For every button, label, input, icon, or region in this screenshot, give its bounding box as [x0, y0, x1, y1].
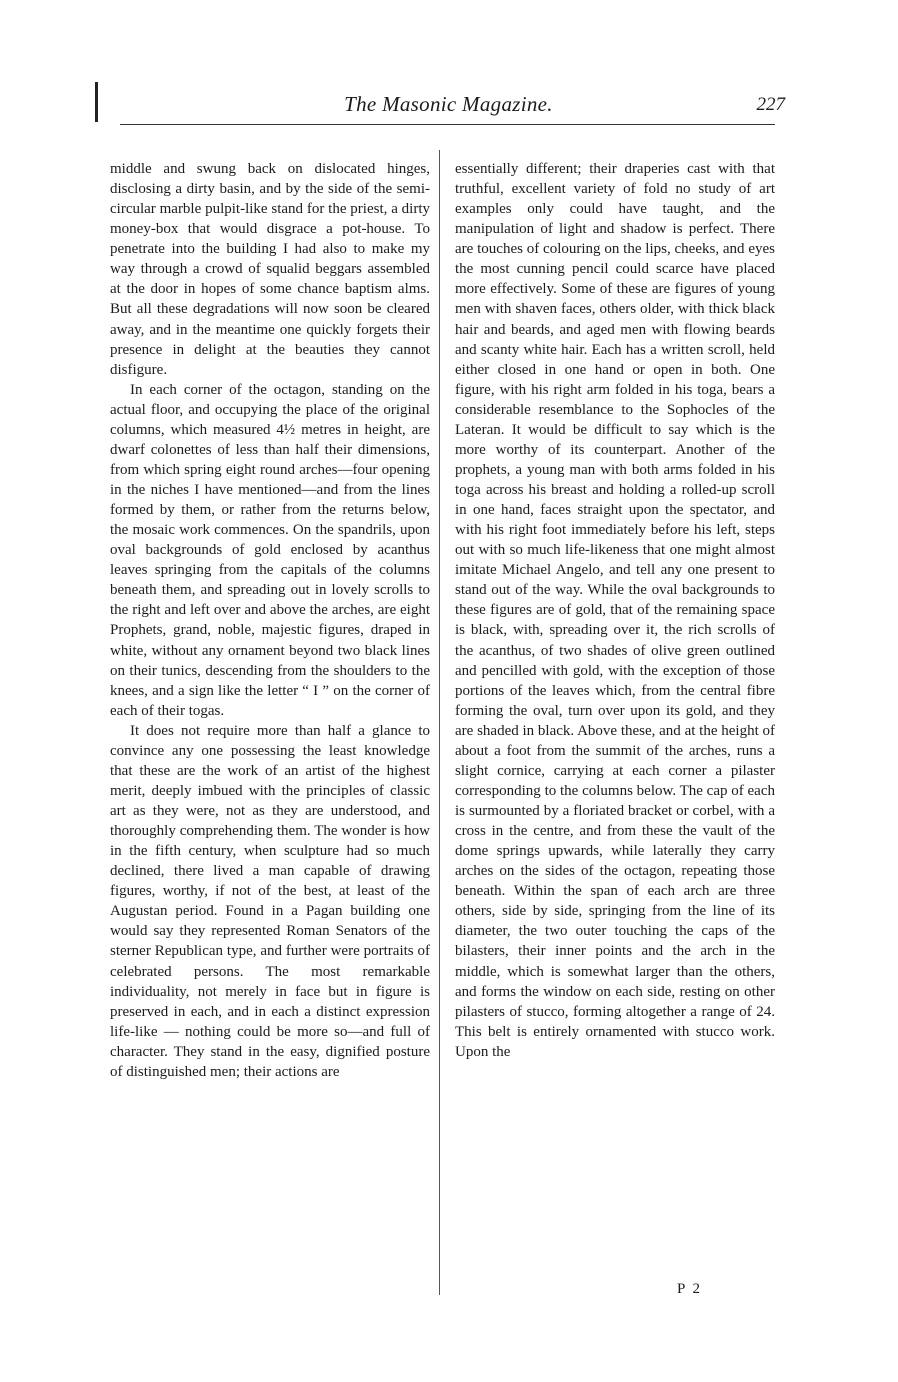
right-column: [455, 159, 775, 1062]
column-divider: [439, 150, 440, 1295]
paragraph: In each corner of the octagon, standing on the actual floor, and occupying the place of the original columns, which measured 4½ metres in height, are dwarf colonettes of less than half their dimensions, from which spring eight round arches—four opening in the niches I have mentioned—and from the lines formed by them, or rather from the returns below, the mosaic work commences. On the spandrils, upon oval backgrounds of gold enclosed by acanthus leaves springing from the capitals of the columns beneath them, and spreading out in lovely scrolls to the right and left over and above the arches, are eight Prophets, grand, noble, majestic figures, draped in white, without any ornament beyond two black lines on their tunics, descending from the shoulders to the knees, and a sign like the letter “ I ” on the corner of each of their togas.: [110, 381, 430, 719]
signature-mark: P 2: [677, 1281, 703, 1297]
header-rule: [120, 124, 775, 125]
left-column: [110, 159, 430, 1082]
paragraph: It does not require more than half a glance to convince any one possessing the least knowledge that these are the work of an artist of the highest merit, deeply imbued with the principles of classic art as they were, not as they are understood, and thoroughly comprehending them. The wonder is how in the fifth century, when sculpture had so much declined, there lived a man capable of drawing figures, worthy, if not of the best, at least of the Augustan period. Found in a Pagan building one would say they represented Roman Senators of the sterner Republican type, and further were portraits of celebrated persons. The most remarkable individuality, not merely in face but in figure is preserved in each, and in each a distinct expression life-like — nothing could be more so—and full of character. They stand in the easy, dignified posture of distinguished men; their actions are: [110, 722, 430, 1080]
paragraph: essentially different; their draperies cast with that truthful, excellent variety of fold no study of art examples only could have taught, and the manipulation of light and shadow is perfect. There are touches of colouring on the lips, cheeks, and eyes the most cunning pencil could scarce have placed more effectively. Some of these are figures of young men with shaven faces, others older, with thick black hair and beards, and aged men with flowing beards and scanty white hair. Each has a written scroll, held either closed in one hand or open in both. One figure, with his right arm folded in his toga, bears a considerable resemblance to the Sophocles of the Lateran. It would be difficult to say which is the more worthy of its counterpart. Another of the prophets, a young man with both arms folded in his toga across his breast and holding a rolled-up scroll in one hand, faces straight upon the spectator, and with his right foot immediately before his left, steps out with so much life-likeness that one might almost imitate Michael Angelo, and tell any one present to stand out of the way. While the oval backgrounds to these figures are of gold, that of the remaining space is black, with, spreading over it, the rich scrolls of the acanthus, of two shades of olive green outlined and pencilled with gold, with the exception of those portions of the leaves which, from the central fibre forming the oval, turn over upon its gold, and they are shaded in black. Above these, and at the height of about a foot from the summit of the arches, runs a slight cornice, carrying at each corner a pilaster corresponding to the columns below. The cap of each is surmounted by a floriated bracket or corbel, with a cross in the centre, and from these the vault of the dome springs upwards, while laterally they carry arches on the sides of the octagon, repeating those beneath. Within the span of each arch are three others, side by side, springing from the line of its diameter, the two outer touching the caps of the bilasters, their inner points and the arch in the middle, which is somewhat larger than the others, and forms the window on each side, resting on other pilasters of stucco, forming altogether a range of 24. This belt is entirely ornamented with stucco work. Upon the: [455, 161, 775, 1060]
page-header: [112, 92, 785, 122]
page-number: 227: [756, 94, 785, 115]
paragraph: middle and swung back on dislocated hinges, disclosing a dirty basin, and by the side of the semi-circular marble pulpit-like stand for the priest, a dirty money-box that would disgrace a pot-house. To penetrate into the building I had also to make my way through a crowd of squalid beggars assembled at the door in hopes of some chance baptism alms. But all these degradations will now soon be cleared away, and in the meantime one quickly forgets their presence in delight at the beauties they cannot disfigure.: [110, 161, 430, 378]
running-title: The Masonic Magazine.: [344, 92, 553, 116]
margin-mark: [95, 82, 98, 122]
